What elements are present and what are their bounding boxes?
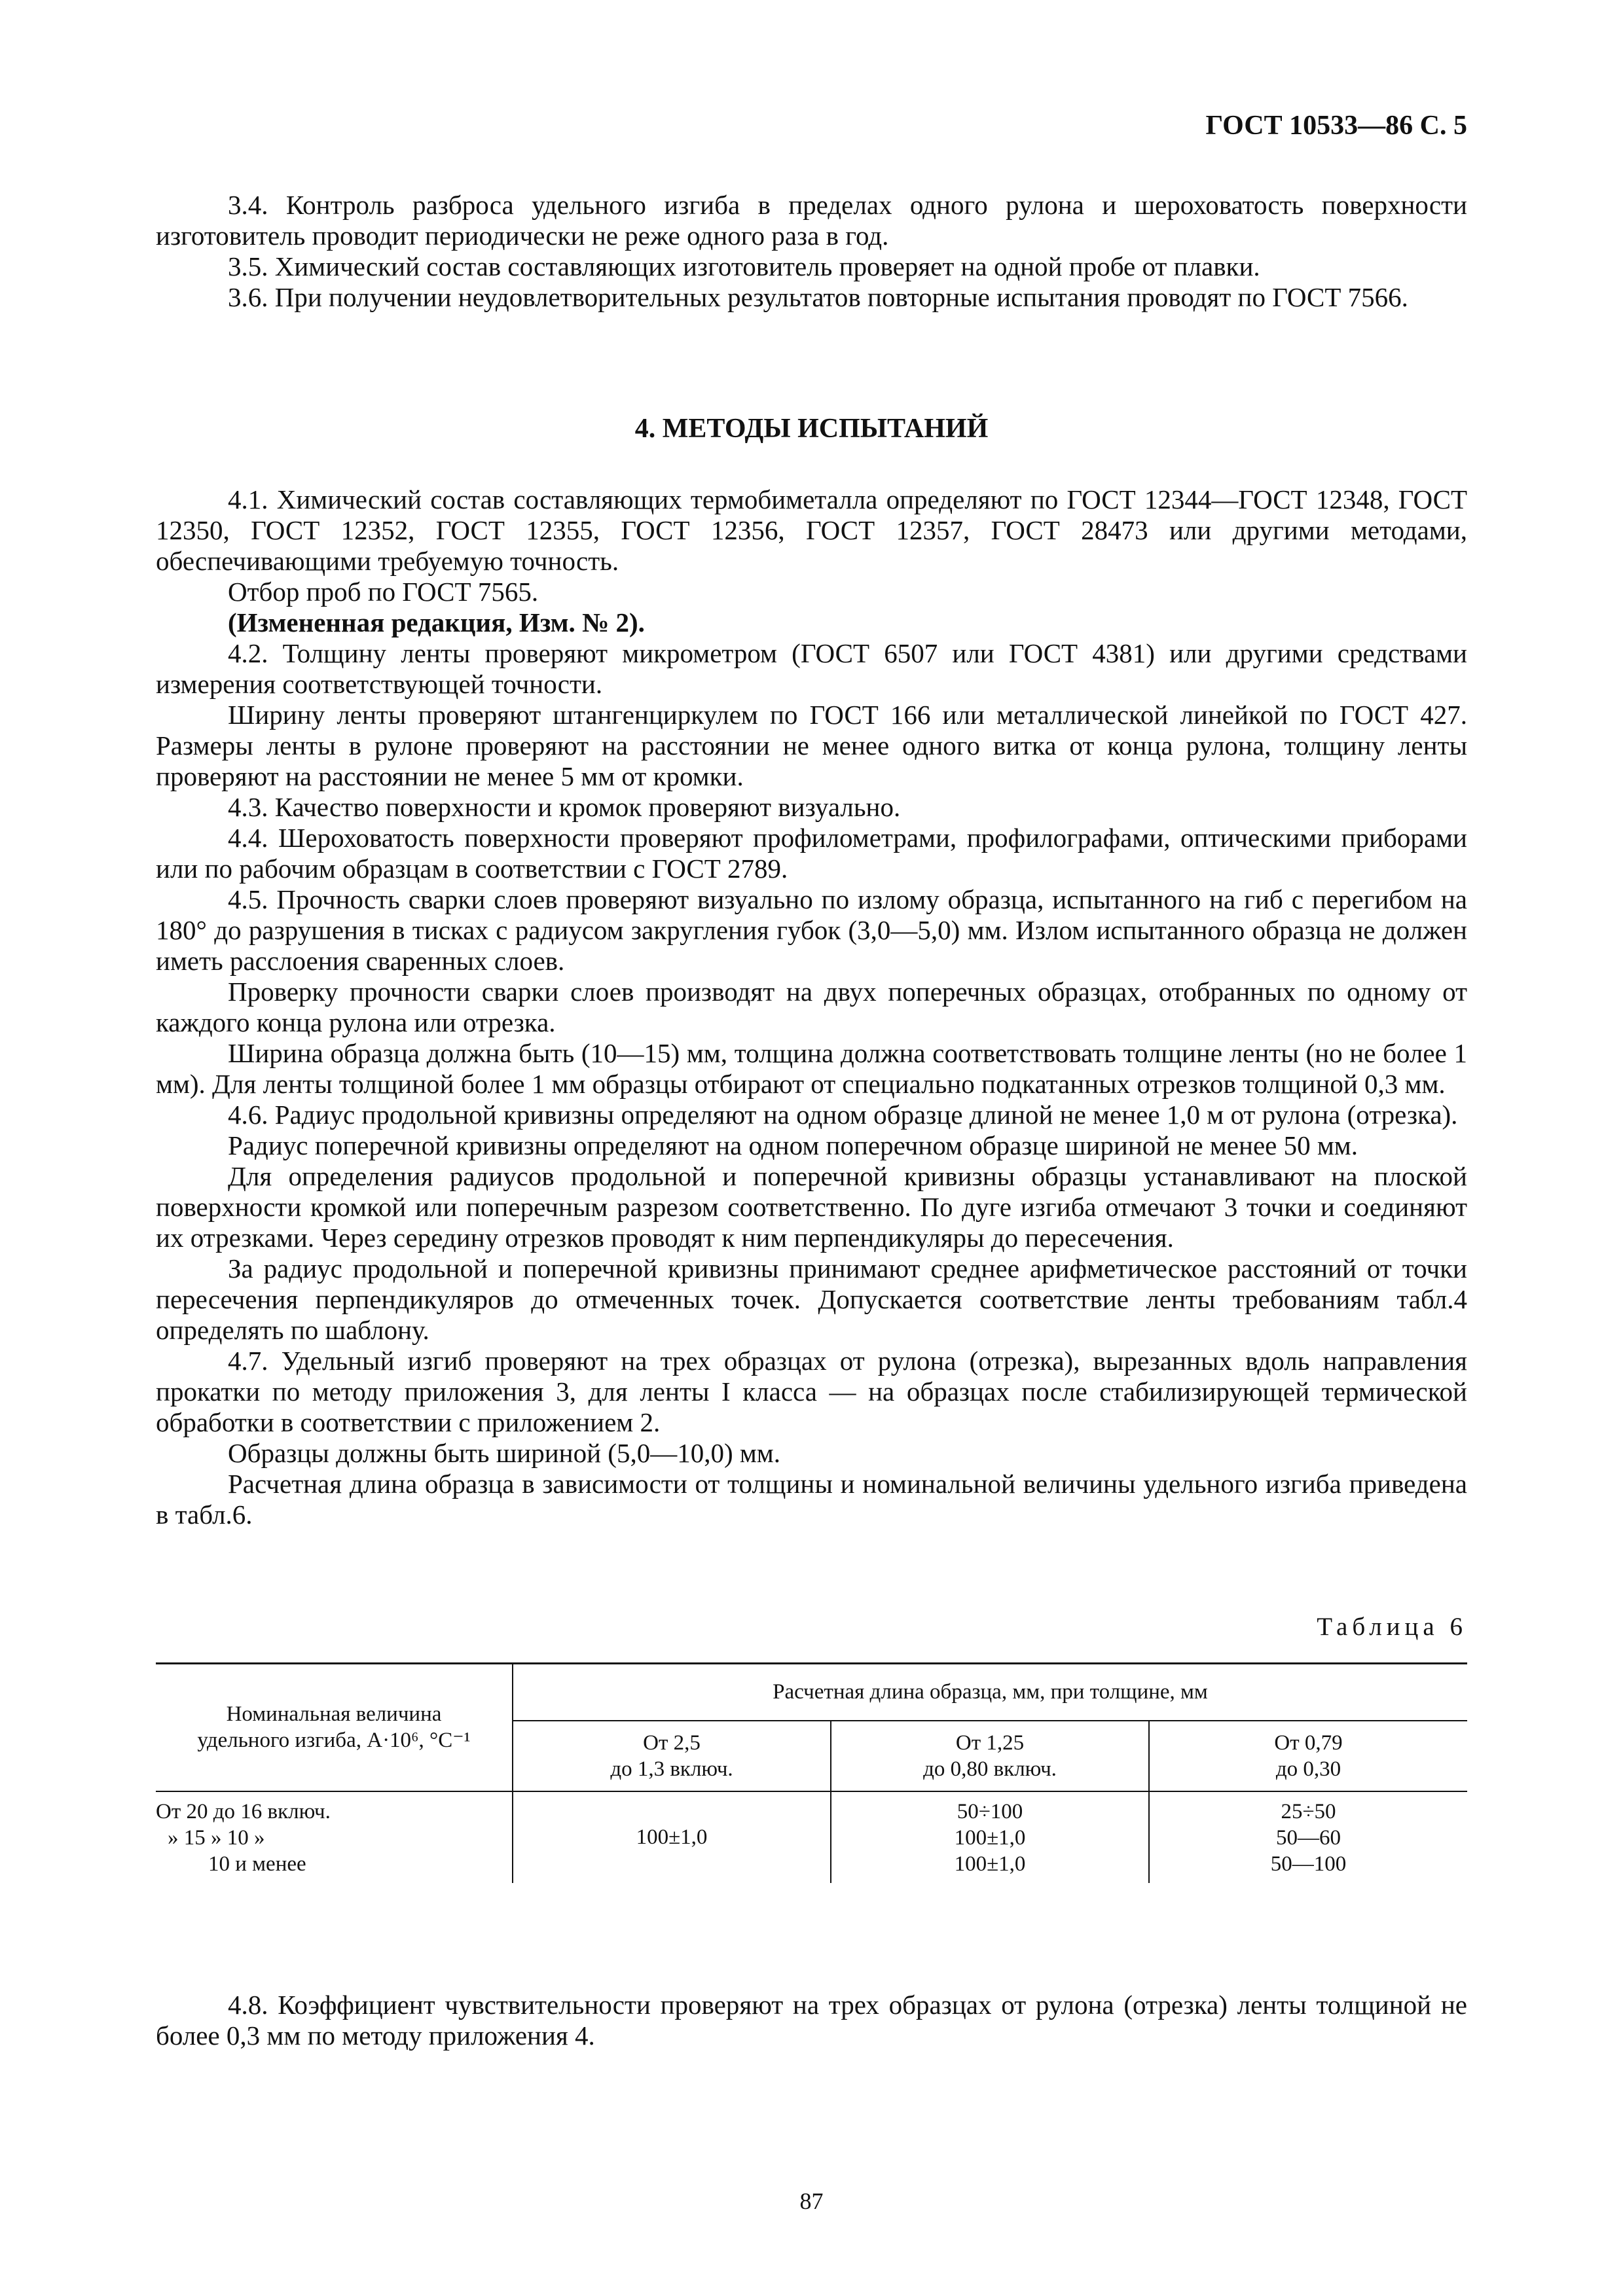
cell-c2-r3: 100±1,0 (954, 1852, 1026, 1876)
paragraph-sampling: Отбор проб по ГОСТ 7565. (228, 577, 539, 607)
paragraph-3-4: 3.4. Контроль разброса удельного изгиба в пределах одного рулона и шероховатость поверхности изготовитель проводит периодически не реже одного раза в год. (156, 190, 1467, 251)
section3-tail (156, 190, 1467, 313)
paragraph-4-6: 4.6. Радиус продольной кривизны определяют на одном образце длиной не менее 1,0 м от рулона (отрезка). (228, 1100, 1458, 1130)
running-header: ГОСТ 10533—86 С. 5 (1205, 111, 1467, 141)
table-cell-col1: 100±1,0 (513, 1791, 831, 1883)
paragraph-weld-check: Проверку прочности сварки слоев производят на двух поперечных образцах, отобранных по одному от каждого конца рулона или отрезка. (156, 977, 1467, 1037)
paragraph-4-3: 4.3. Качество поверхности и кромок проверяют визуально. (228, 792, 901, 822)
paragraph-sample-width: Ширина образца должна быть (10—15) мм, толщина должна соответствовать толщине ленты (но не более 1 мм). Для ленты толщиной более 1 мм образцы отбирают от специально подкатанных отрезков толщиной 0,3 мм. (156, 1038, 1467, 1099)
section4-body (156, 484, 1467, 1530)
table-head-col1 (513, 1721, 831, 1791)
table-label: Таблица 6 (1317, 1613, 1467, 1641)
col1-line2: до 1,3 включ. (610, 1757, 733, 1781)
cell-c3-r3: 50—100 (1270, 1852, 1347, 1876)
table-cell-col3 (1149, 1791, 1467, 1883)
row-label-1: От 20 до 16 включ. (156, 1799, 331, 1823)
paragraph-width: Ширину ленты проверяют штангенциркулем по ГОСТ 166 или металлической линейкой по ГОСТ 427. Размеры ленты в рулоне проверяют на расстоянии не менее одного витка от конца рулона, толщину ленты проверяют на расстоянии не менее 5 мм от кромки. (156, 700, 1467, 791)
paragraph-transverse: Радиус поперечной кривизны определяют на одном поперечном образце шириной не менее 50 мм. (228, 1130, 1358, 1160)
table-head-nominal (156, 1664, 513, 1791)
row-label-3: 10 и менее (208, 1852, 306, 1876)
paragraph-sample-size: Образцы должны быть шириной (5,0—10,0) мм. (228, 1438, 781, 1468)
table-6 (156, 1662, 1467, 1883)
paragraph-4-8-wrap (156, 1990, 1467, 2051)
paragraph-3-5: 3.5. Химический состав составляющих изготовитель проверяет на одной пробе от плавки. (228, 251, 1260, 281)
head-nominal-line2: удельного изгиба, A·10⁶, °C⁻¹ (197, 1729, 471, 1753)
paragraph-4-1: 4.1. Химический состав составляющих термобиметалла определяют по ГОСТ 12344—ГОСТ 12348, ГОСТ 12350, ГОСТ 12352, ГОСТ 12355, ГОСТ 12356, ГОСТ 12357, ГОСТ 28473 или другими методами, обеспечивающими требуемую точность. (156, 484, 1467, 576)
cell-c3-r1: 25÷50 (1281, 1799, 1336, 1823)
paragraph-4-2: 4.2. Толщину ленты проверяют микрометром (ГОСТ 6507 или ГОСТ 4381) или другими средствами измерения соответствующей точности. (156, 638, 1467, 699)
paragraph-radius-method: Для определения радиусов продольной и поперечной кривизны образцы устанавливают на плоской поверхности кромкой или поперечным разрезом соответственно. По дуге изгиба отмечают 3 точки и соединяют их отрезками. Через середину отрезков проводят к ним перпендикуляры до пересечения. (156, 1161, 1467, 1253)
table-row-labels (156, 1791, 513, 1883)
page-number: 87 (799, 2188, 824, 2214)
paragraph-4-8: 4.8. Коэффициент чувствительности проверяют на трех образцах от рулона (отрезка) ленты толщиной не более 0,3 мм по методу приложения 4. (156, 1990, 1467, 2051)
table-cell-col2 (831, 1791, 1149, 1883)
amendment-note: (Измененная редакция, Изм. № 2). (228, 607, 645, 637)
cell-c2-r2: 100±1,0 (954, 1825, 1026, 1850)
table-head-group: Расчетная длина образца, мм, при толщине, мм (513, 1664, 1467, 1721)
col3-line1: От 0,79 (1274, 1731, 1343, 1755)
section4-title-wrap (156, 414, 1467, 444)
col2-line2: до 0,80 включ. (923, 1757, 1057, 1781)
col1-line1: От 2,5 (643, 1731, 701, 1755)
paragraph-radius-average: За радиус продольной и поперечной кривизны принимают среднее арифметическое расстояний от точки пересечения перпендикуляров до отмеченных точек. Допускается соответствие ленты требованиям табл.4 определять по шаблону. (156, 1253, 1467, 1345)
paragraph-4-4: 4.4. Шероховатость поверхности проверяют профилометрами, профилографами, оптическими приборами или по рабочим образцам в соответствии с ГОСТ 2789. (156, 823, 1467, 884)
paragraph-3-6: 3.6. При получении неудовлетворительных результатов повторные испытания проводят по ГОСТ 7566. (228, 282, 1408, 312)
table-head-col2 (831, 1721, 1149, 1791)
section-title: 4. МЕТОДЫ ИСПЫТАНИЙ (634, 414, 989, 444)
head-nominal-line1: Номинальная величина (226, 1702, 442, 1727)
row-label-2: » 15 » 10 » (168, 1825, 265, 1850)
paragraph-4-5: 4.5. Прочность сварки слоев проверяют визуально по излому образца, испытанного на гиб с перегибом на 180° до разрушения в тисках с радиусом закругления губок (3,0—5,0) мм. Излом испытанного образца не должен иметь расслоения сваренных слоев. (156, 884, 1467, 976)
col2-line1: От 1,25 (955, 1731, 1025, 1755)
cell-c2-r1: 50÷100 (957, 1799, 1023, 1823)
table-head-col3 (1149, 1721, 1467, 1791)
col3-line2: до 0,30 (1275, 1757, 1341, 1781)
cell-c3-r2: 50—60 (1276, 1825, 1341, 1850)
paragraph-table-ref: Расчетная длина образца в зависимости от толщины и номинальной величины удельного изгиба приведена в табл.6. (156, 1469, 1467, 1530)
paragraph-4-7: 4.7. Удельный изгиб проверяют на трех образцах от рулона (отрезка), вырезанных вдоль направления прокатки по методу приложения 3, для ленты I класса — на образцах после стабилизирующей термической обработки в соответствии с приложением 2. (156, 1346, 1467, 1437)
